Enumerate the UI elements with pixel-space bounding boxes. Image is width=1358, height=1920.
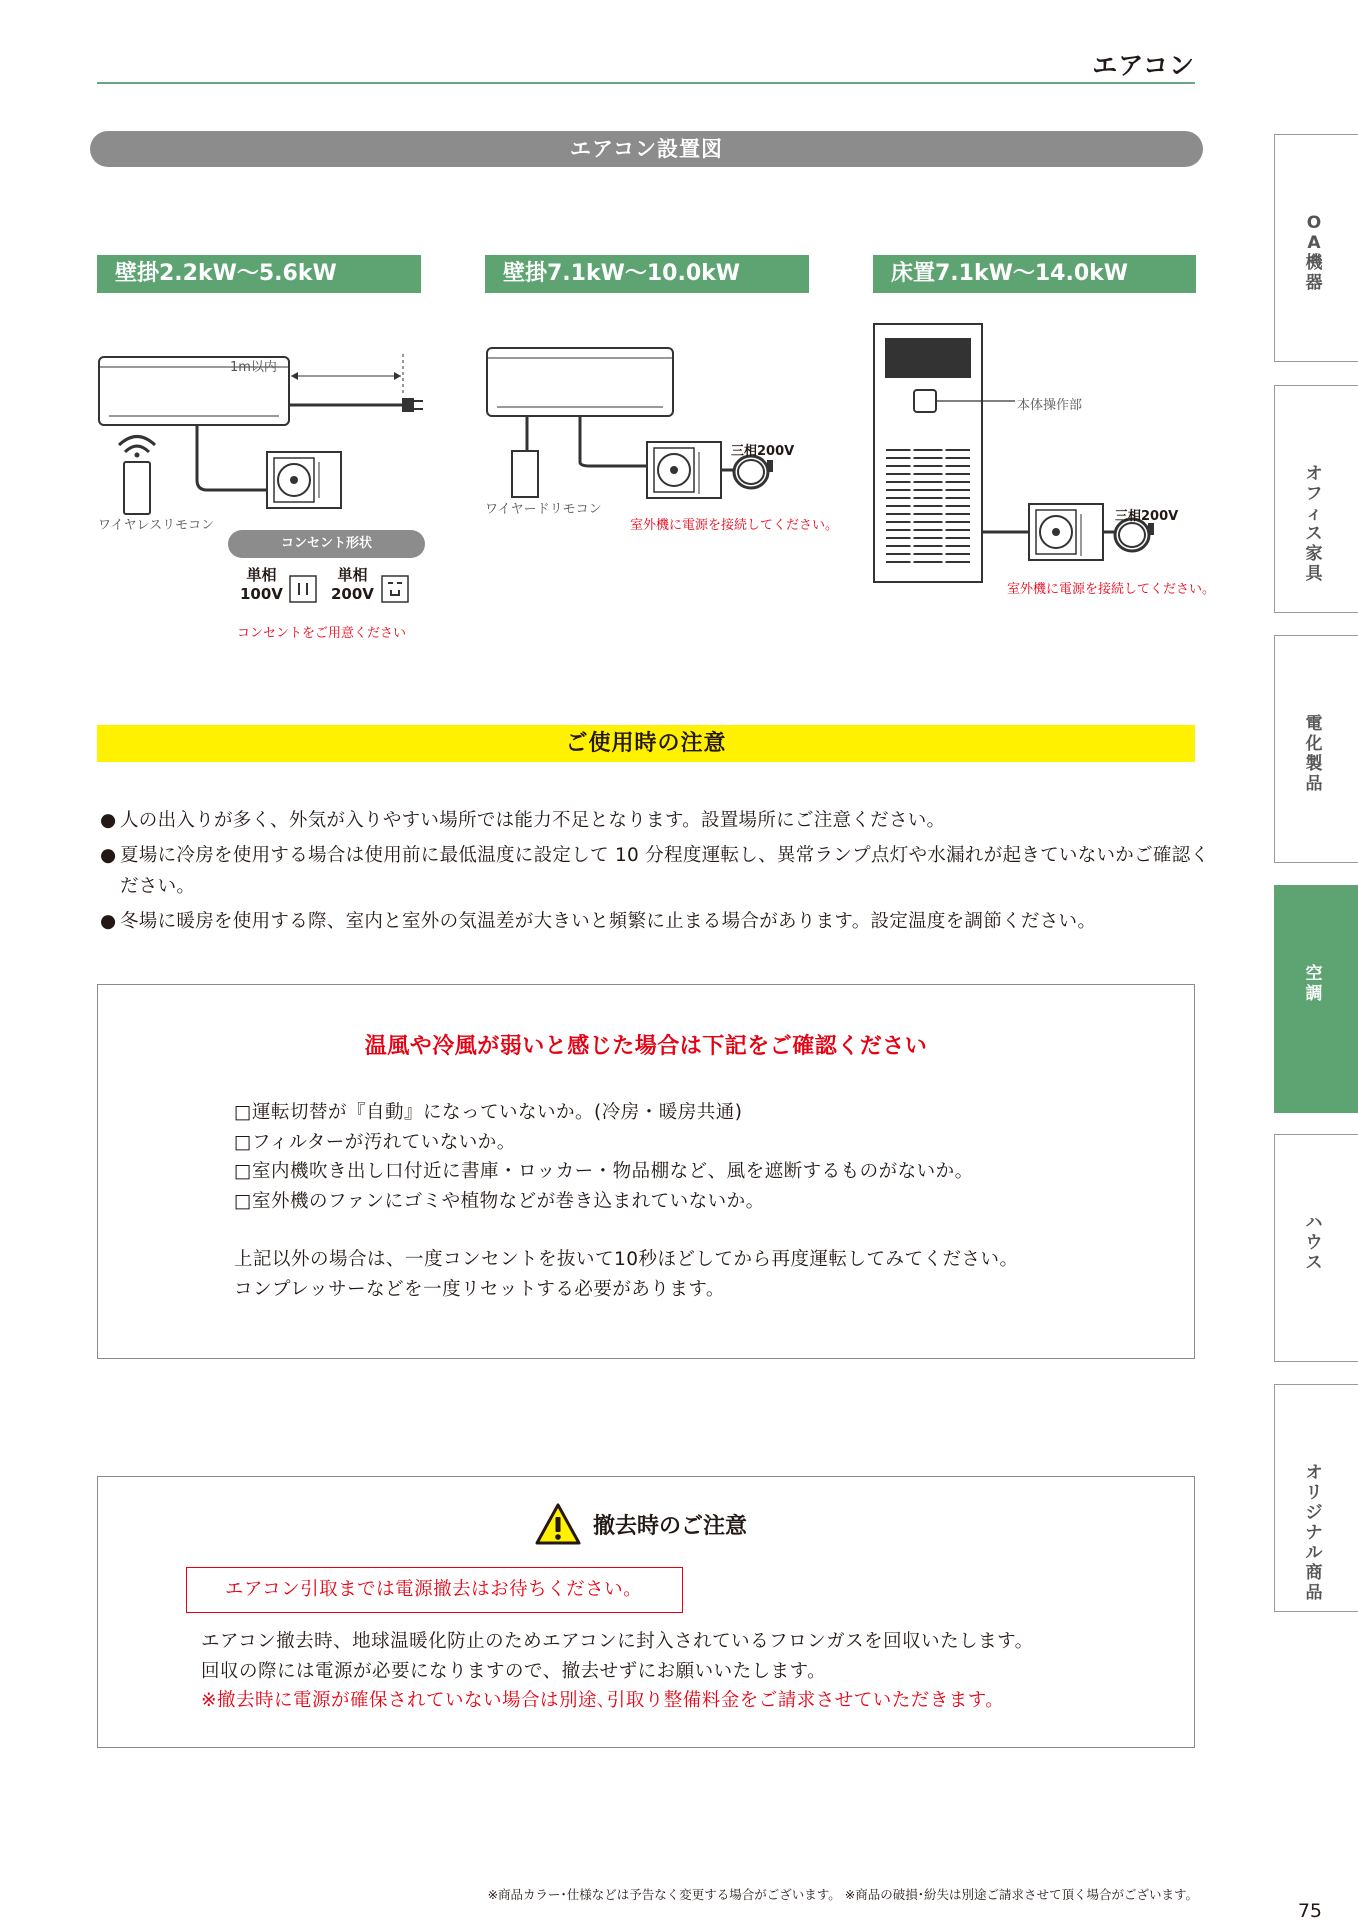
power-label-3: 三相200V: [1115, 509, 1179, 524]
wireless-remote-icon: [124, 462, 150, 514]
power-note-3: 室外機に電源を接続してください。: [1007, 582, 1216, 597]
side-tab-house[interactable]: ハウス: [1274, 1134, 1358, 1362]
outlet-note: コンセントをご用意ください: [237, 626, 407, 641]
check-list: [234, 1098, 974, 1216]
floor-unit-diagram: [872, 322, 1202, 582]
usage-section-title: ご使用時の注意: [97, 725, 1195, 762]
control-panel-label: 本体操作部: [1017, 398, 1083, 413]
check-item: □フィルターが汚れていないか。: [234, 1131, 516, 1153]
outlet-200v-voltage: 200V: [331, 585, 374, 603]
outlet-100v-phase: 単相: [246, 566, 277, 584]
removal-warning-box: エアコン引取までは電源撤去はお待ちください。: [186, 1567, 683, 1613]
side-tab-electronics[interactable]: 電化製品: [1274, 635, 1358, 863]
wireless-remote-label: ワイヤレスリモコン: [98, 518, 215, 533]
warning-icon: [535, 1503, 581, 1545]
removal-title: 撤去時のご注意: [593, 1513, 748, 1539]
outlet-100v-icon: [289, 575, 317, 603]
removal-fee-note: ※撤去時に電源が確保されていない場合は別途､引取り整備料金をご請求させていただきます。: [201, 1690, 1005, 1711]
outlet-200v-phase: 単相: [337, 566, 368, 584]
footer-note: ※商品カラー･仕様などは予告なく変更する場合がございます。 ※商品の破損･紛失は別途ご請求させて頂く場合がございます。: [487, 1887, 1198, 1902]
usage-note: ● 人の出入りが多く、外気が入りやすい場所では能力不足となります。設置場所にご注意ください。: [100, 810, 946, 831]
outlet-200v: [331, 566, 374, 604]
title-rule: [97, 82, 1195, 84]
wall-unit-diagram-2: [485, 340, 825, 510]
page-number: 75: [1297, 1900, 1322, 1920]
wired-remote-label: ワイヤードリモコン: [485, 502, 602, 517]
check-item: □運転切替が『自動』になっていないか。(冷房・暖房共通): [234, 1102, 743, 1123]
removal-notice-box: [97, 1476, 1195, 1748]
check-extra-text: 上記以外の場合は、一度コンセントを抜いて10秒ほどしてから再度運転してみてください。 コンプレッサーなどを一度リセットする必要があります。: [234, 1249, 1019, 1300]
side-tab-original[interactable]: オリジナル商品: [1274, 1384, 1358, 1612]
power-note-2: 室外機に電源を接続してください。: [630, 518, 839, 533]
outlet-shape-title: コンセント形状: [228, 530, 425, 558]
category-wall-large: 壁掛7.1kW〜10.0kW: [485, 255, 809, 293]
install-section-title: エアコン設置図: [90, 131, 1203, 167]
usage-note: ● 冬場に暖房を使用する際、室内と室外の気温差が大きいと頻繁に止まる場合があります。設定温度を調節ください。: [100, 911, 1097, 932]
removal-body: エアコン撤去時、地球温暖化防止のためエアコンに封入されているフロンガスを回収いたします。 回収の際には電源が必要になりますので、撤去せずにお願いいたします。 ※撤去時に電源が確保されていない場合は別途､引取り整備料金をご請求させていただきます。: [201, 1627, 1034, 1716]
side-tab-air-conditioning[interactable]: 空調: [1274, 885, 1358, 1113]
category-floor: 床置7.1kW〜14.0kW: [873, 255, 1196, 293]
removal-title-row: [535, 1502, 747, 1546]
side-tab-office-furniture[interactable]: オフィス家具: [1274, 385, 1358, 613]
page-title: エアコン: [1092, 51, 1195, 80]
usage-note: ● 夏場に冷房を使用する場合は使用前に最低温度に設定して 10 分程度運転し、異常ランプ点灯や水漏れが起きていないかご確認ください。: [100, 845, 1210, 897]
plug-icon: [402, 398, 414, 412]
category-wall-small: 壁掛2.2kW〜5.6kW: [97, 255, 421, 293]
check-item: □室内機吹き出し口付近に書庫・ロッカー・物品棚など、風を遮断するものがないか。: [234, 1161, 974, 1182]
outlet-100v: [240, 566, 283, 604]
usage-notes: [100, 805, 1210, 941]
check-item: □室外機のファンにゴミや植物などが巻き込まれていないか。: [234, 1190, 765, 1212]
control-panel-icon: [914, 390, 936, 412]
wired-remote-icon: [512, 451, 538, 497]
weak-airflow-check-box: [97, 984, 1195, 1359]
distance-label: 1m以内: [230, 360, 277, 375]
side-tab-oa[interactable]: OA機器: [1274, 134, 1358, 362]
outlet-200v-icon: [381, 575, 409, 603]
check-box-title: 温風や冷風が弱いと感じた場合は下記をご確認ください: [364, 1034, 928, 1059]
power-label-2: 三相200V: [731, 444, 795, 459]
outlet-100v-voltage: 100V: [240, 585, 283, 603]
